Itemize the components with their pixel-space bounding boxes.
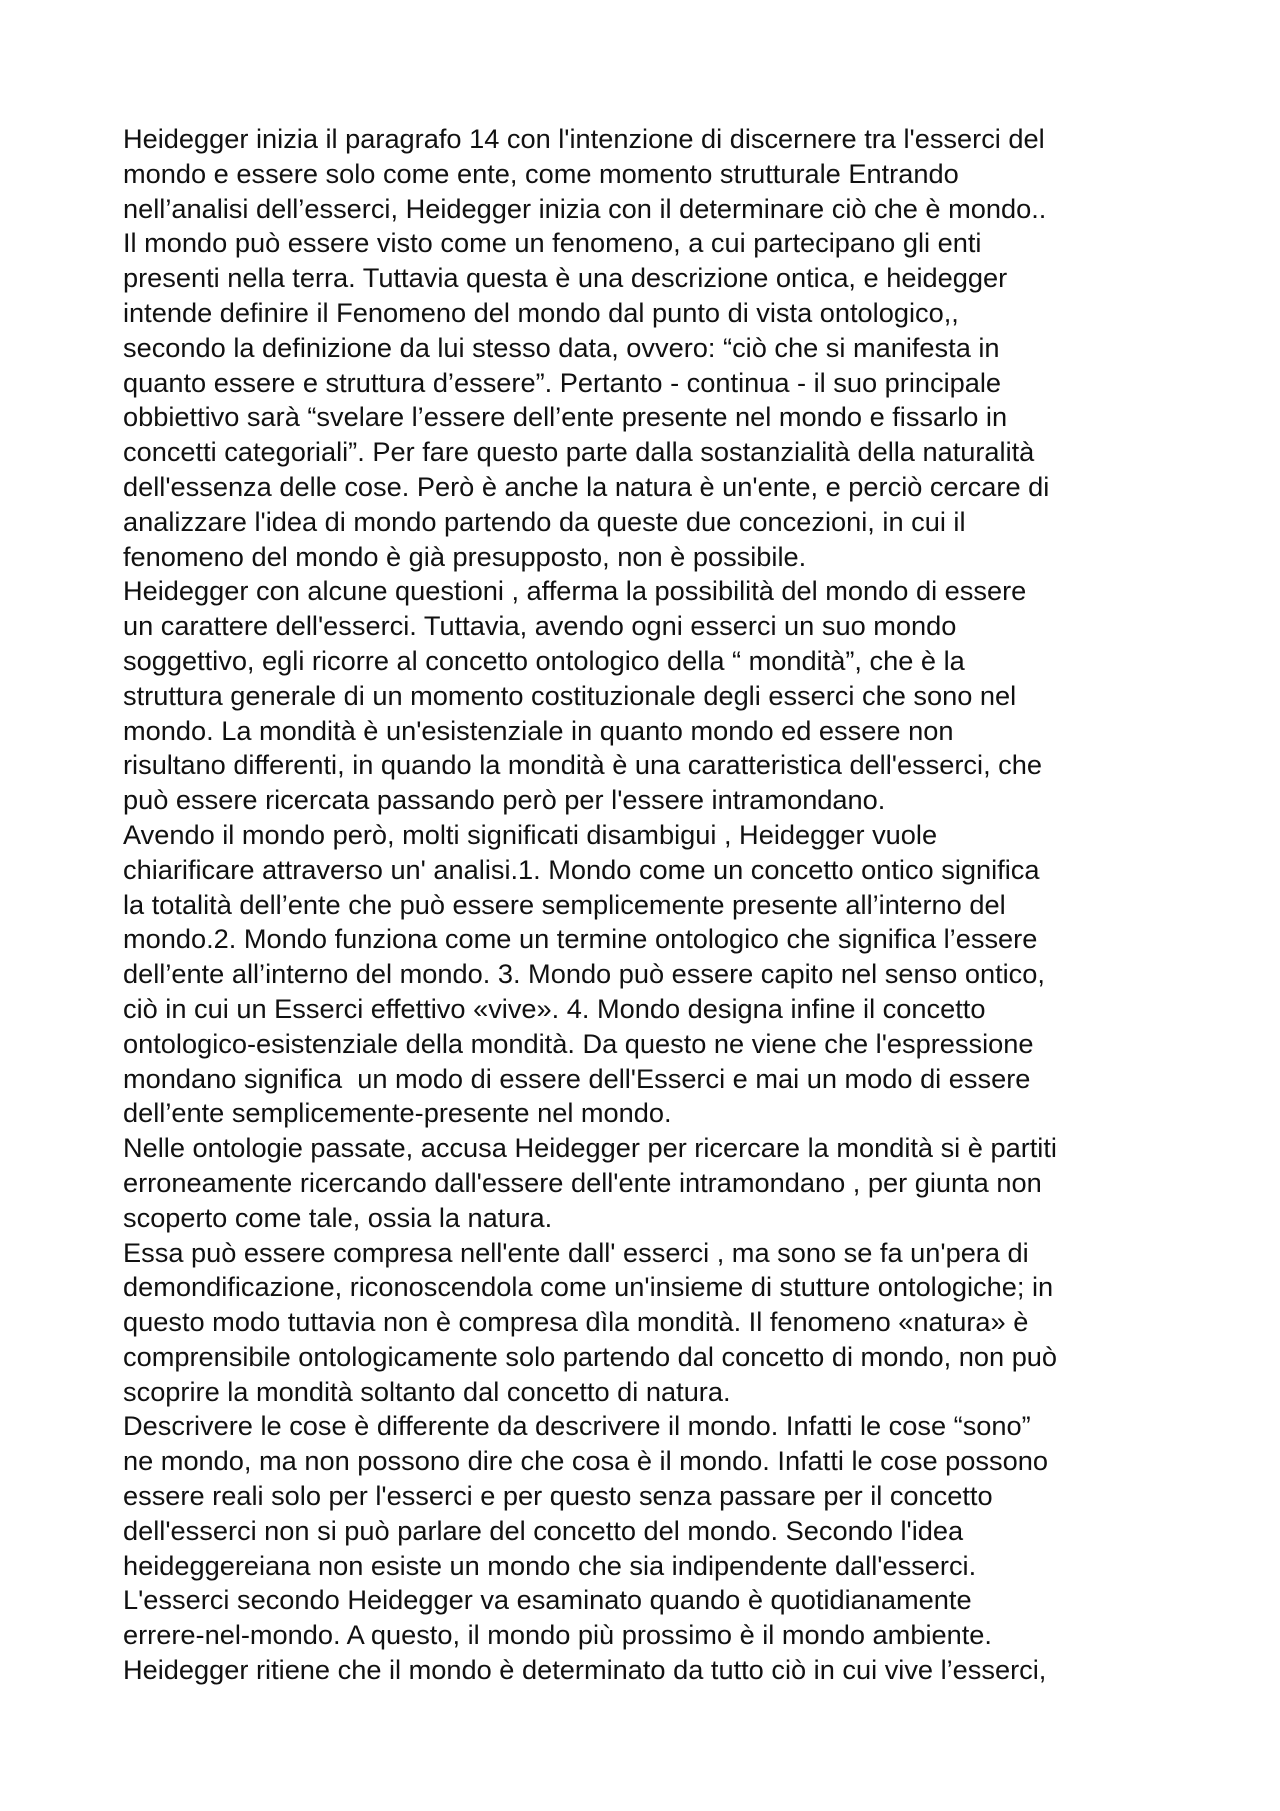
text-line: scoprire la mondità soltanto dal concetto di natura. bbox=[123, 1375, 731, 1407]
text-line: struttura generale di un momento costituzionale degli esserci che sono nel bbox=[123, 679, 1017, 711]
text-line: questo modo tuttavia non è compresa dìla mondità. Il fenomeno «natura» è bbox=[123, 1306, 1029, 1338]
text-line: dell’ente semplicemente-presente nel mondo. bbox=[123, 1097, 672, 1129]
text-line: nell’analisi dell’esserci, Heidegger inizia con il determinare ciò che è mondo.. bbox=[123, 192, 1047, 224]
text-line: analizzare l'idea di mondo partendo da queste due concezioni, in cui il bbox=[123, 505, 966, 537]
text-line: mondano significa un modo di essere dell'Esserci e mai un modo di essere bbox=[123, 1062, 1031, 1094]
text-line: Descrivere le cose è differente da descrivere il mondo. Infatti le cose “sono” bbox=[123, 1410, 1031, 1442]
text-line: soggettivo, egli ricorre al concetto ontologico della “ mondità”, che è la bbox=[123, 644, 965, 676]
text-line: ne mondo, ma non possono dire che cosa è il mondo. Infatti le cose possono bbox=[123, 1445, 1048, 1477]
text-line: erroneamente ricercando dall'essere dell'ente intramondano , per giunta non bbox=[123, 1166, 1042, 1198]
text-line: Heidegger ritiene che il mondo è determinato da tutto ciò in cui vive l’esserci, bbox=[123, 1654, 1047, 1686]
text-line: mondo e essere solo come ente, come momento strutturale Entrando bbox=[123, 157, 959, 189]
text-line: essere reali solo per l'esserci e per questo senza passare per il concetto bbox=[123, 1480, 993, 1512]
text-line: demondificazione, riconoscendola come un'insieme di stutture ontologiche; in bbox=[123, 1271, 1054, 1303]
text-line: ciò in cui un Esserci effettivo «vive». 4. Mondo designa infine il concetto bbox=[123, 992, 986, 1024]
body-text bbox=[123, 122, 1203, 1688]
text-line: quanto essere e struttura d’essere”. Pertanto - continua - il suo principale bbox=[123, 366, 1002, 398]
text-line: dell’ente all’interno del mondo. 3. Mondo può essere capito nel senso ontico, bbox=[123, 958, 1045, 990]
text-line: intende definire il Fenomeno del mondo dal punto di vista ontologico,, bbox=[123, 296, 959, 328]
text-line: scoperto come tale, ossia la natura. bbox=[123, 1201, 553, 1233]
text-line: Essa può essere compresa nell'ente dall' esserci , ma sono se fa un'pera di bbox=[123, 1236, 1029, 1268]
text-line: concetti categoriali”. Per fare questo parte dalla sostanzialità della naturalità bbox=[123, 436, 1035, 468]
text-line: dell'esserci non si può parlare del concetto del mondo. Secondo l'idea bbox=[123, 1514, 964, 1546]
text-line: Heidegger inizia il paragrafo 14 con l'intenzione di discernere tra l'esserci del bbox=[123, 123, 1045, 154]
text-line: un carattere dell'esserci. Tuttavia, avendo ogni esserci un suo mondo bbox=[123, 610, 957, 642]
text-line: L'esserci secondo Heidegger va esaminato quando è quotidianamente bbox=[123, 1584, 972, 1616]
text-line: chiarificare attraverso un' analisi.1. Mondo come un concetto ontico significa bbox=[123, 853, 1040, 885]
text-line: può essere ricercata passando però per l'essere intramondano. bbox=[123, 784, 886, 816]
text-line: comprensibile ontologicamente solo partendo dal concetto di mondo, non può bbox=[123, 1340, 1058, 1372]
text-line: Heidegger con alcune questioni , afferma la possibilità del mondo di essere bbox=[123, 575, 1027, 607]
text-line: presenti nella terra. Tuttavia questa è una descrizione ontica, e heidegger bbox=[123, 262, 1008, 294]
text-line: Avendo il mondo però, molti significati disambigui , Heidegger vuole bbox=[123, 818, 938, 850]
text-line: heideggereiana non esiste un mondo che sia indipendente dall'esserci. bbox=[123, 1549, 977, 1581]
text-line: ontologico-esistenziale della mondità. Da questo ne viene che l'espressione bbox=[123, 1027, 1034, 1059]
text-line: risultano differenti, in quando la mondità è una caratteristica dell'esserci, che bbox=[123, 749, 1043, 781]
text-line: fenomeno del mondo è già presupposto, non è possibile. bbox=[123, 540, 807, 572]
text-line: secondo la definizione da lui stesso data, ovvero: “ciò che si manifesta in bbox=[123, 331, 1000, 363]
text-line: dell'essenza delle cose. Però è anche la natura è un'ente, e perciò cercare di bbox=[123, 470, 1050, 502]
text-line: la totalità dell’ente che può essere semplicemente presente all’interno del bbox=[123, 888, 1006, 920]
text-line: Il mondo può essere visto come un fenomeno, a cui partecipano gli enti bbox=[123, 227, 982, 259]
text-line: mondo.2. Mondo funziona come un termine ontologico che significa l’essere bbox=[123, 923, 1038, 955]
text-line: mondo. La mondità è un'esistenziale in quanto mondo ed essere non bbox=[123, 714, 954, 746]
text-line: errere-nel-mondo. A questo, il mondo più prossimo è il mondo ambiente. bbox=[123, 1619, 992, 1651]
text-line: obbiettivo sarà “svelare l’essere dell’ente presente nel mondo e fissarlo in bbox=[123, 401, 1008, 433]
text-line: Nelle ontologie passate, accusa Heidegger per ricercare la mondità si è partiti bbox=[123, 1132, 1057, 1164]
